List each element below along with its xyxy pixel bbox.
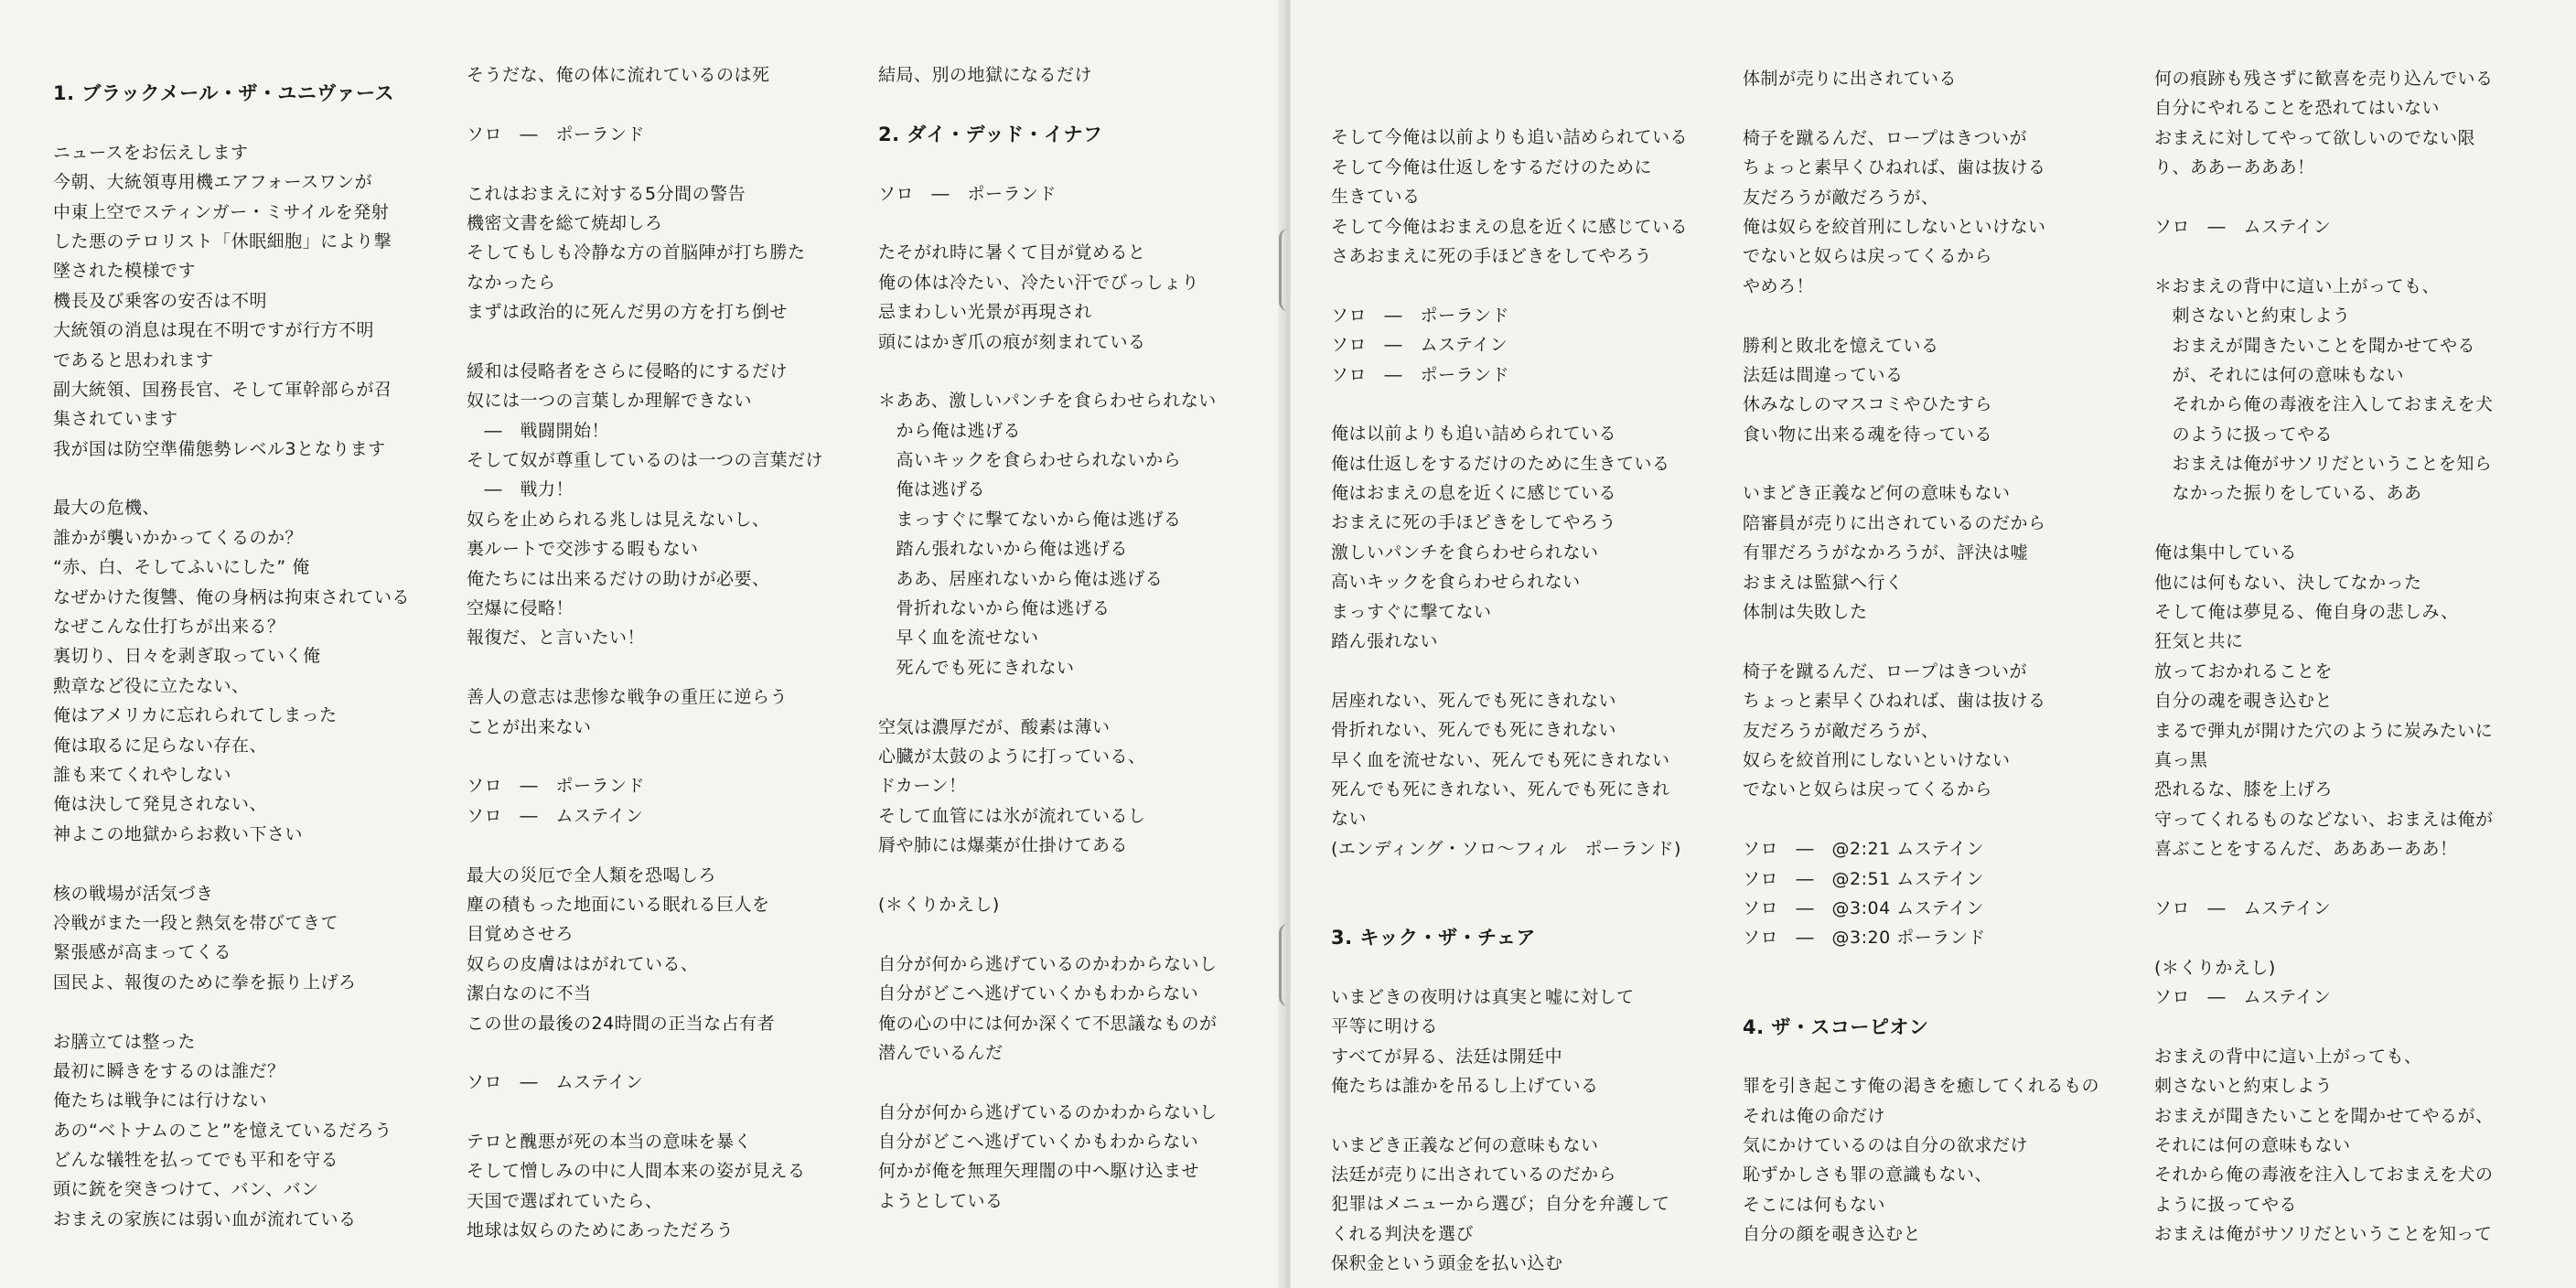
lyric-line: 裏切り、日々を剥ぎ取っていく俺	[53, 646, 321, 667]
lyric-line: ソロ ― ムステイン	[467, 805, 644, 826]
lyric-line: 結局、別の地獄になるだけ	[878, 65, 1093, 85]
lyric-line: ソロ ― ムステイン	[2154, 987, 2332, 1008]
lyric-line: すべてが昇る、法廷は開廷中	[1331, 1046, 1563, 1067]
lyric-line: 中東上空でスティンガー・ミサイルを発射	[53, 201, 390, 222]
lyric-line: なぜかけた復讐、俺の身柄は拘束されている	[53, 586, 411, 607]
lyric-line: 死んでも死にきれない	[878, 657, 1075, 678]
lyric-line: 奴らの皮膚ははがれている、	[467, 953, 699, 974]
lyric-line: 誰かが襲いかかってくるのか？	[53, 527, 304, 548]
lyric-line: 休みなしのマスコミやひたすら	[1743, 394, 1993, 415]
lyric-line: なかったら	[467, 272, 556, 293]
lyric-line: 神よこの地獄からお救い下さい	[53, 823, 304, 844]
lyric-line: 大統領の消息は現在不明ですが行方不明	[53, 320, 375, 341]
lyric-line: 守ってくれるものなどない、おまえは俺が	[2154, 809, 2494, 830]
lyric-line: ソロ ― ムステイン	[467, 1072, 644, 1093]
stanza-break	[53, 464, 446, 493]
lyric-line: おまえの背中に這い上がっても、	[2154, 1046, 2422, 1067]
lyric-line: ソロ ― ムステイン	[1331, 335, 1508, 356]
lyric-line: 空気は濃厚だが、酸素は薄い	[878, 716, 1111, 737]
lyric-line: 何の痕跡も残さずに歓喜を売り込んでいる	[2154, 69, 2494, 89]
stanza-break	[1331, 1100, 1724, 1130]
lyric-line: 早く血を流せない	[878, 628, 1039, 649]
lyric-line: 緩和は侵略者をさらに侵略的にするだけ	[467, 360, 789, 381]
lyric-line: 自分にやれることを恐れてはいない	[2154, 98, 2441, 119]
stanza-break	[878, 90, 1272, 119]
stanza-break	[878, 1068, 1272, 1097]
lyric-line: それは俺の命だけ	[1743, 1105, 1886, 1126]
lyric-line: どんな犠牲を払ってでも平和を守る	[53, 1150, 339, 1171]
lyric-line: ＊ああ、激しいパンチを食らわせられない	[878, 391, 1217, 412]
lyrics-column-left-3	[878, 60, 1272, 1216]
lyric-line: 有罪だろうがなかろうが、評決は嘘	[1743, 542, 2029, 564]
lyric-line: ない	[1331, 809, 1368, 830]
lyric-line: 早く血を流せない、死んでも死にきれない	[1331, 749, 1670, 770]
lyric-line: いまどき正義など何の意味もない	[1743, 483, 2011, 504]
lyric-line: 罪を引き起こす俺の渇きを癒してくれるもの	[1743, 1076, 2100, 1097]
lyric-line: 高いキックを食らわせられない	[1331, 572, 1581, 593]
lyric-line: 恐れるな、膝を上げろ	[2154, 779, 2334, 800]
lyric-line: り、ああーあああ！	[2154, 157, 2315, 178]
lyric-line: 平等に明ける	[1331, 1016, 1439, 1037]
lyric-line: おまえは俺がサソリだということを知って	[2154, 1224, 2493, 1245]
stanza-break	[467, 831, 860, 860]
lyric-line: なぜこんな仕打ちが出来る？	[53, 617, 285, 638]
stanza-break	[878, 861, 1272, 890]
lyric-line: おまえに対してやって欲しいのでない限	[2154, 127, 2476, 148]
lyric-line: (エンディング・ソロ〜フィル ポーランド)	[1331, 838, 1681, 859]
song-title: 2. ダイ・デッド・イナフ	[878, 123, 1103, 145]
lyric-line: 自分が何から逃げているのかわからないし	[878, 953, 1218, 974]
lyric-line: そうだな、俺の体に流れているのは死	[467, 65, 770, 85]
stanza-break	[53, 997, 446, 1026]
stanza-break	[878, 682, 1272, 712]
lyric-line: 最初に瞬きをするのは誰だ？	[53, 1060, 285, 1081]
stanza-break	[1743, 1042, 2136, 1071]
lyric-line: 自分の顔を覗き込むと	[1743, 1224, 1922, 1245]
lyric-line: “赤、白、そしてふいにした” 俺	[53, 557, 310, 578]
lyric-line: 国民よ、報復のために拳を振り上げろ	[53, 971, 357, 993]
lyric-line: そして奴が尊重しているのは一つの言葉だけ	[467, 450, 824, 471]
lyric-line: そして今俺は以前よりも追い詰められている	[1331, 127, 1689, 148]
lyric-line: 放っておかれることを	[2154, 660, 2334, 682]
stanza-break	[2154, 923, 2548, 952]
lyric-line: おまえは俺がサソリだということを知ら	[2154, 454, 2493, 475]
lyric-line: 俺は逃げる	[878, 479, 986, 500]
lyric-line: そして今俺は仕返しをするだけのために	[1331, 156, 1653, 177]
lyric-line: それから俺の毒液を注入しておまえを犬の	[2154, 1165, 2494, 1186]
stanza-break	[2154, 1013, 2548, 1042]
stanza-break	[1743, 627, 2136, 656]
stanza-break	[878, 149, 1272, 178]
lyric-line: ことが出来ない	[467, 716, 592, 737]
stanza-break	[467, 1038, 860, 1068]
lyric-line: そして憎しみの中に人間本来の姿が見える	[467, 1161, 806, 1182]
stanza-break	[53, 108, 446, 137]
lyric-line: 高いキックを食らわせられないから	[878, 450, 1182, 471]
stanza-break	[878, 919, 1272, 949]
lyric-line: (＊くりかえし)	[878, 894, 1000, 915]
lyric-line: ソロ ― @3:20 ポーランド	[1743, 928, 1986, 949]
lyric-line: ように扱ってやる	[2154, 1194, 2298, 1215]
lyric-line: 勝利と敗北を憶えている	[1743, 335, 1939, 356]
lyric-line: そして血管には氷が流れているし	[878, 805, 1146, 826]
lyric-line: ＊おまえの背中に這い上がっても、	[2154, 275, 2441, 296]
lyric-line: 喜ぶことをするんだ、あああーああ！	[2154, 839, 2458, 860]
lyric-line: ソロ ― @3:04 ムステイン	[1743, 897, 1984, 918]
lyric-line: ― 戦闘開始！	[467, 420, 610, 441]
lyrics-column-right-1	[1331, 93, 1724, 1279]
lyric-line: 塵の積もった地面にいる眠れる巨人を	[467, 894, 770, 915]
lyric-line: 自分がどこへ逃げていくかもわからない	[878, 983, 1199, 1004]
stanza-break	[1331, 93, 1724, 123]
stanza-break	[53, 849, 446, 878]
stanza-break	[1331, 390, 1724, 419]
lyric-line: なかった振りをしている、ああ	[2154, 483, 2422, 504]
lyric-line: 犯罪はメニューから選び；自分を弁護して	[1331, 1194, 1670, 1215]
lyric-line: まずは政治的に死んだ男の方を打ち倒せ	[467, 302, 789, 323]
lyric-line: 墜された模様です	[53, 261, 197, 282]
lyric-line: 俺たちは戦争には行けない	[53, 1090, 268, 1111]
lyric-line: 踏ん張れないから俺は逃げる	[878, 539, 1129, 560]
stanza-break	[1743, 449, 2136, 478]
lyric-line: 刺さないと約束しよう	[2154, 1076, 2334, 1097]
lyric-line: 奴らを絞首刑にしないといけない	[1743, 749, 2011, 770]
lyric-line: そして俺は夢見る、俺自身の悲しみ、	[2154, 602, 2459, 623]
lyric-line: 法廷は間違っている	[1743, 364, 1904, 385]
stanza-break	[1743, 982, 2136, 1012]
lyric-line: ああ、居座れないから俺は逃げる	[878, 568, 1164, 589]
lyric-line: 奴には一つの言葉しか理解できない	[467, 391, 753, 412]
lyric-line: ソロ ― ポーランド	[467, 776, 646, 797]
lyric-line: 恥ずかしさも罪の意識もない、	[1743, 1165, 1993, 1186]
lyric-line: 俺たちには出来るだけの助けが必要、	[467, 568, 770, 589]
lyric-line: 緊張感が高まってくる	[53, 942, 232, 963]
lyric-line: 勲章など役に立たない、	[53, 675, 250, 696]
lyric-line: 裏ルートで交渉する暇もない	[467, 539, 699, 560]
lyric-line: ソロ ― @2:51 ムステイン	[1743, 868, 1984, 889]
lyric-line: 俺は決して発見されない、	[53, 794, 268, 815]
lyric-line: 忌まわしい光景が再現され	[878, 302, 1093, 323]
lyric-line: それには何の意味もない	[2154, 1135, 2351, 1156]
lyric-line: 激しいパンチを食らわせられない	[1331, 542, 1599, 563]
lyric-line: 俺はアメリカに忘れられてしまった	[53, 705, 338, 726]
lyric-line: 自分がどこへ逃げていくかもわからない	[878, 1132, 1199, 1153]
lyric-line: テロと醜悪が死の本当の意味を暴く	[467, 1132, 753, 1153]
lyric-line: であると思われます	[53, 349, 214, 370]
lyric-line: のように扱ってやる	[2154, 424, 2334, 445]
lyric-line: 誰も来てくれやしない	[53, 764, 232, 785]
lyric-line: 俺たちは誰かを吊るし上げている	[1331, 1075, 1599, 1096]
lyric-line: ようとしている	[878, 1190, 1004, 1211]
lyric-line: 副大統領、国務長官、そして軍幹部らが召	[53, 379, 392, 400]
lyric-line: 善人の意志は悲惨な戦争の重圧に逆らう	[467, 687, 789, 708]
lyric-line: ソロ ― ムステイン	[2154, 897, 2332, 918]
lyric-line: 俺は取るに足らない存在、	[53, 735, 268, 756]
stanza-break	[2154, 183, 2548, 212]
lyric-line: おまえは監獄へ行く	[1743, 572, 1904, 593]
lyric-line: 自分が何から逃げているのかわからないし	[878, 1101, 1218, 1122]
lyrics-column-right-2	[1743, 64, 2136, 1250]
lyric-line: おまえに死の手ほどきをしてやろう	[1331, 512, 1617, 533]
stanza-break	[467, 90, 860, 119]
lyric-line: 椅子を蹴るんだ、ロープはきついが	[1743, 660, 2028, 682]
lyric-line: まるで弾丸が開けた穴のように炭みたいに	[2154, 720, 2494, 741]
lyric-line: お膳立ては整った	[53, 1031, 197, 1052]
lyric-line: これはおまえに対する5分間の警告	[467, 183, 746, 204]
lyric-line: そこには何もない	[1743, 1194, 1886, 1215]
lyrics-column-left-2	[467, 60, 860, 1246]
lyric-line: やめろ！	[1743, 275, 1815, 296]
lyric-line: 最大の災厄で全人類を恐喝しろ	[467, 864, 717, 886]
lyric-line: ソロ ― @2:21 ムステイン	[1743, 839, 1984, 860]
lyric-line: ちょっと素早くひねれば、歯は抜ける	[1743, 691, 2046, 712]
booklet-right-page	[1291, 0, 2576, 1288]
lyric-line: 潔白なのに不当	[467, 983, 592, 1004]
lyric-line: (＊くりかえし)	[2154, 957, 2276, 978]
lyric-line: 自分の魂を覗き込むと	[2154, 691, 2334, 712]
lyric-line: 地球は奴らのためにあっただろう	[467, 1220, 735, 1241]
lyric-line: ソロ ― ポーランド	[878, 183, 1057, 204]
lyric-line: 奴らを止められる兆しは見えないし、	[467, 509, 770, 530]
lyric-line: 天国で選ばれていたら、	[467, 1190, 663, 1211]
lyric-line: さあおまえに死の手ほどきをしてやろう	[1331, 245, 1653, 266]
lyric-line: 何かが俺を無理矢理闇の中へ駆け込ませ	[878, 1161, 1200, 1182]
song-title: 1. ブラックメール・ザ・ユニヴァース	[53, 82, 395, 104]
lyric-line: 法廷が売りに出されているのだから	[1331, 1165, 1617, 1186]
lyric-line: ソロ ― ポーランド	[1331, 305, 1510, 326]
lyric-line: 今朝、大統領専用機エアフォースワンが	[53, 172, 373, 193]
lyrics-column-right-3	[2154, 64, 2548, 1250]
lyric-line: 真っ黒	[2154, 749, 2208, 770]
stanza-break	[467, 327, 860, 357]
lyric-line: くれる判決を選び	[1331, 1223, 1475, 1244]
lyric-line: そして今俺はおまえの息を近くに感じている	[1331, 216, 1689, 237]
lyric-line: 俺は奴らを絞首刑にしないといけない	[1743, 216, 2046, 237]
stanza-break	[2154, 242, 2548, 271]
lyric-line: まっすぐに撃てない	[1331, 601, 1492, 622]
lyric-line: 椅子を蹴るんだ、ロープはきついが	[1743, 127, 2028, 148]
stanza-break	[1331, 656, 1724, 685]
stanza-break	[467, 653, 860, 682]
lyric-line: たそがれ時に暑くて目が覚めると	[878, 242, 1146, 263]
lyric-line: 目覚めさせろ	[467, 924, 574, 945]
lyric-line: この世の最後の24時間の正当な占有者	[467, 1013, 776, 1034]
lyric-line: ドカーン！	[878, 776, 967, 797]
lyric-line: が、それには何の意味もない	[2154, 364, 2405, 385]
lyric-line: 俺は以前よりも追い詰められている	[1331, 424, 1617, 445]
lyric-line: 我が国は防空準備態勢レベル3となります	[53, 438, 386, 459]
lyric-line: 核の戦場が活気づき	[53, 883, 214, 904]
lyric-line: 集されています	[53, 409, 178, 430]
lyric-line: 体制が売りに出されている	[1743, 69, 1958, 89]
lyric-line: から俺は逃げる	[878, 420, 1022, 441]
song-title: 3. キック・ザ・チェア	[1331, 926, 1536, 949]
lyric-line: 心臓が太鼓のように打っている、	[878, 746, 1146, 767]
lyric-line: 食い物に出来る魂を待っている	[1743, 424, 1993, 445]
lyric-line: した悪のテロリスト「休眠細胞」により撃	[53, 231, 392, 252]
lyric-line: 狂気と共に	[2154, 631, 2244, 652]
lyric-line: でないと奴らは戻ってくるから	[1743, 779, 1993, 800]
stanza-break	[878, 357, 1272, 386]
lyric-line: 陪審員が売りに出されているのだから	[1743, 512, 2046, 533]
lyric-line: 刺さないと約束しよう	[2154, 306, 2351, 327]
lyric-line: 脣や肺には爆薬が仕掛けてある	[878, 835, 1129, 856]
lyric-line: 居座れない、死んでも死にきれない	[1331, 690, 1617, 711]
stanza-break	[1331, 952, 1724, 982]
stanza-break	[878, 209, 1272, 238]
lyric-line: 体制は失敗した	[1743, 602, 1868, 623]
lyric-line: 骨折れないから俺は逃げる	[878, 598, 1111, 619]
lyric-line: 機長及び乗客の安否は不明	[53, 290, 268, 311]
lyric-line: いまどき正義など何の意味もない	[1331, 1134, 1599, 1155]
lyric-line: ソロ ― ポーランド	[1331, 364, 1510, 385]
lyric-line: 頭にはかぎ爪の痕が刻まれている	[878, 331, 1146, 352]
lyric-line: 友だろうが敵だろうが、	[1743, 187, 1939, 208]
lyric-line: 機密文書を総て焼却しろ	[467, 212, 663, 233]
lyric-line: 頭に銃を突きつけて、バン、バン	[53, 1179, 319, 1200]
stanza-break	[467, 742, 860, 771]
lyric-line: ちょっと素早くひねれば、歯は抜ける	[1743, 157, 2046, 178]
lyric-line: おまえの家族には弱い血が流れている	[53, 1208, 357, 1229]
lyric-line: それから俺の毒液を注入しておまえを犬	[2154, 394, 2494, 415]
stanza-break	[2154, 864, 2548, 894]
lyric-line: 俺は仕返しをするだけのために生きている	[1331, 453, 1670, 474]
stanza-break	[1331, 864, 1724, 893]
stanza-break	[1743, 93, 2136, 123]
lyric-line: 踏ん張れない	[1331, 631, 1439, 652]
lyric-line: ソロ ― ポーランド	[467, 123, 646, 145]
booklet-left-page	[0, 0, 1285, 1288]
lyric-line: おまえが聞きたいことを聞かせてやるが、	[2154, 1105, 2494, 1126]
lyric-line: あの“ベトナムのこと”を憶えているだろう	[53, 1120, 392, 1141]
lyric-line: 俺はおまえの息を近くに感じている	[1331, 483, 1617, 504]
stanza-break	[1331, 271, 1724, 300]
lyric-line: ニュースをお伝えします	[53, 142, 249, 163]
lyric-line: 生きている	[1331, 187, 1421, 208]
song-title: 4. ザ・スコーピオン	[1743, 1015, 1929, 1038]
stanza-break	[1743, 301, 2136, 330]
lyric-line: まっすぐに撃てないから俺は逃げる	[878, 509, 1182, 530]
lyric-line: 最大の危機、	[53, 498, 161, 519]
lyrics-column-left-1	[53, 64, 446, 1234]
stanza-break	[1331, 894, 1724, 923]
lyric-line: いまどきの夜明けは真実と嘘に対して	[1331, 986, 1635, 1007]
lyric-line: そしてもしも冷静な方の首脳陣が打ち勝た	[467, 242, 806, 263]
stanza-break	[1743, 953, 2136, 982]
top-spacer	[53, 64, 446, 79]
lyric-line: ― 戦力！	[467, 479, 574, 500]
lyric-line: 潜んでいるんだ	[878, 1042, 1004, 1063]
stanza-break	[1743, 805, 2136, 834]
lyric-line: 俺の体は冷たい、冷たい汗でびっしょり	[878, 272, 1200, 293]
lyric-line: 保釈金という頭金を払い込む	[1331, 1253, 1563, 1274]
lyric-line: 報復だ、と言いたい！	[467, 628, 646, 649]
lyric-line: 骨折れない、死んでも死にきれない	[1331, 720, 1617, 741]
lyric-line: でないと奴らは戻ってくるから	[1743, 246, 1993, 267]
stanza-break	[467, 1098, 860, 1127]
lyric-line: 死んでも死にきれない、死んでも死にきれ	[1331, 778, 1670, 800]
lyric-line: 空爆に侵略！	[467, 598, 574, 619]
lyric-line: ソロ ― ムステイン	[2154, 216, 2332, 237]
lyric-line: おまえが聞きたいことを聞かせてやる	[2154, 335, 2476, 356]
lyric-line: 他には何もない、決してなかった	[2154, 572, 2422, 593]
stanza-break	[467, 149, 860, 178]
lyric-line: 俺は集中している	[2154, 542, 2298, 564]
lyric-line: 友だろうが敵だろうが、	[1743, 720, 1939, 741]
lyric-line: 気にかけているのは自分の欲求だけ	[1743, 1135, 2029, 1156]
lyric-line: 冷戦がまた一段と熱気を帯びてきて	[53, 912, 339, 933]
lyric-line: 俺の心の中には何か深くて不思議なものが	[878, 1013, 1218, 1034]
stanza-break	[2154, 509, 2548, 538]
